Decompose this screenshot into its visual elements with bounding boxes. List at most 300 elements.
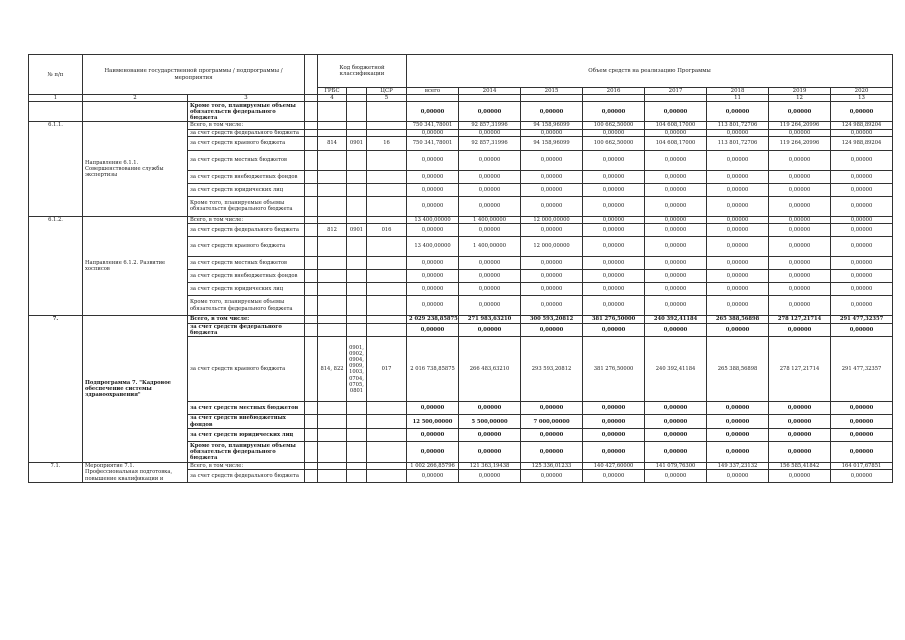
funding-source: за счет средств местных бюджетов <box>188 150 305 170</box>
csr-code <box>367 402 407 415</box>
code-blank-cell <box>305 470 318 483</box>
year-value: 0,00000 <box>583 257 645 270</box>
year-value: 0,00000 <box>521 183 583 196</box>
index-cell <box>459 95 521 102</box>
csr-code <box>367 170 407 183</box>
funding-source: Кроме того, планируемые объемы обязательств федерального бюджета <box>188 441 305 462</box>
code-blank-cell <box>305 102 318 122</box>
year-value: 0,00000 <box>769 150 831 170</box>
code-blank-cell <box>305 122 318 129</box>
total-value: 13 400,00000 <box>407 237 459 257</box>
total-value: 0,00000 <box>407 402 459 415</box>
year-value: 0,00000 <box>769 428 831 441</box>
year-value: 0,00000 <box>645 270 707 283</box>
total-value: 0,00000 <box>407 441 459 462</box>
year-value: 0,00000 <box>831 129 893 136</box>
code-blank-cell <box>305 462 318 469</box>
year-value: 0,00000 <box>521 150 583 170</box>
year-value: 0,00000 <box>831 224 893 237</box>
index-cell: 4 <box>318 95 347 102</box>
year-value: 0,00000 <box>645 415 707 428</box>
year-value: 0,00000 <box>521 441 583 462</box>
year-value: 0,00000 <box>645 257 707 270</box>
year-value: 0,00000 <box>521 224 583 237</box>
year-value: 0,00000 <box>645 428 707 441</box>
header-empty-cell <box>305 55 318 95</box>
year-value: 0,00000 <box>645 283 707 296</box>
year-value: 0,00000 <box>521 170 583 183</box>
year-value: 113 801,72706 <box>707 122 769 129</box>
funding-source: за счет средств внебюджетных фондов <box>188 415 305 428</box>
subheader-year: 2016 <box>583 88 645 95</box>
year-value: 0,00000 <box>645 237 707 257</box>
year-value: 0,00000 <box>707 470 769 483</box>
year-value: 12 000,00000 <box>521 237 583 257</box>
rzpr-code <box>347 428 367 441</box>
grbs-code <box>318 150 347 170</box>
subheader-year: 2014 <box>459 88 521 95</box>
year-value: 240 392,41184 <box>645 337 707 402</box>
year-value: 164 017,67851 <box>831 462 893 469</box>
total-value: 0,00000 <box>407 170 459 183</box>
year-value: 0,00000 <box>831 102 893 122</box>
year-value: 0,00000 <box>459 170 521 183</box>
code-blank-cell <box>305 296 318 316</box>
code-blank-cell <box>305 136 318 150</box>
funding-source: за счет средств федерального бюджета <box>188 129 305 136</box>
subheader-year: 2020 <box>831 88 893 95</box>
grbs-code <box>318 129 347 136</box>
csr-code <box>367 216 407 223</box>
year-value: 0,00000 <box>459 183 521 196</box>
index-cell <box>521 95 583 102</box>
year-value: 0,00000 <box>645 441 707 462</box>
year-value: 0,00000 <box>707 324 769 337</box>
year-value: 0,00000 <box>831 170 893 183</box>
year-value: 0,00000 <box>583 150 645 170</box>
year-value: 100 662,50000 <box>583 122 645 129</box>
funding-source: за счет средств юридических лиц <box>188 428 305 441</box>
funding-source: за счет средств краевого бюджета <box>188 237 305 257</box>
subheader-total: всего <box>407 88 459 95</box>
row-number <box>29 102 83 122</box>
code-blank-cell <box>305 129 318 136</box>
year-value: 156 585,41842 <box>769 462 831 469</box>
funding-source: за счет средств краевого бюджета <box>188 337 305 402</box>
csr-code <box>367 296 407 316</box>
year-value: 0,00000 <box>459 270 521 283</box>
code-blank-cell <box>305 415 318 428</box>
year-value: 0,00000 <box>707 237 769 257</box>
year-value: 266 483,63210 <box>459 337 521 402</box>
header-row <box>29 55 893 88</box>
year-value: 149 337,23132 <box>707 462 769 469</box>
subheader-year: 2018 <box>707 88 769 95</box>
total-value: 12 500,00000 <box>407 415 459 428</box>
year-value: 0,00000 <box>583 183 645 196</box>
year-value: 0,00000 <box>583 470 645 483</box>
table-row <box>29 122 893 129</box>
year-value: 0,00000 <box>707 402 769 415</box>
year-value: 0,00000 <box>831 237 893 257</box>
year-value: 0,00000 <box>521 283 583 296</box>
table-row <box>29 462 893 469</box>
year-value: 0,00000 <box>769 196 831 216</box>
rzpr-code <box>347 283 367 296</box>
year-value: 0,00000 <box>769 129 831 136</box>
year-value: 0,00000 <box>707 415 769 428</box>
total-value: 0,00000 <box>407 270 459 283</box>
rzpr-code <box>347 270 367 283</box>
rzpr-code <box>347 129 367 136</box>
year-value: 0,00000 <box>769 257 831 270</box>
year-value: 121 363,19438 <box>459 462 521 469</box>
index-cell: 2 <box>83 95 188 102</box>
funding-source: Всего, в том числе: <box>188 316 305 324</box>
row-number: 6.1.2. <box>29 216 83 315</box>
total-value: 0,00000 <box>407 129 459 136</box>
year-value: 0,00000 <box>769 441 831 462</box>
total-value: 2 016 738,85875 <box>407 337 459 402</box>
year-value: 0,00000 <box>645 150 707 170</box>
year-value: 0,00000 <box>459 324 521 337</box>
code-blank-cell <box>305 441 318 462</box>
rzpr-code: 0901, 0902, 0904, 0909, 1003, 0704, 0705, 0801 <box>347 337 367 402</box>
total-value: 0,00000 <box>407 470 459 483</box>
funding-source: Кроме того, планируемые объемы обязательств федерального бюджета <box>188 296 305 316</box>
year-value: 0,00000 <box>831 183 893 196</box>
year-value: 0,00000 <box>645 129 707 136</box>
rzpr-code <box>347 170 367 183</box>
csr-code <box>367 122 407 129</box>
table-row <box>29 216 893 223</box>
funding-source: Кроме того, планируемые объемы обязательств федерального бюджета <box>188 196 305 216</box>
total-value: 0,00000 <box>407 224 459 237</box>
code-blank-cell <box>305 402 318 415</box>
grbs-code <box>318 402 347 415</box>
header-volume: Объем средств на реализацию Программы <box>407 55 893 88</box>
table-row <box>29 102 893 122</box>
rzpr-code <box>347 402 367 415</box>
csr-code <box>367 324 407 337</box>
code-blank-cell <box>305 196 318 216</box>
year-value: 0,00000 <box>459 224 521 237</box>
rzpr-code <box>347 441 367 462</box>
year-value: 278 127,21714 <box>769 316 831 324</box>
rzpr-code: 0901 <box>347 136 367 150</box>
year-value: 0,00000 <box>583 102 645 122</box>
subheader-grbs: ГРБС <box>318 88 347 95</box>
grbs-code <box>318 257 347 270</box>
funding-source: Кроме того, планируемые объемы обязательств федерального бюджета <box>188 102 305 122</box>
csr-code <box>367 470 407 483</box>
year-value: 0,00000 <box>583 216 645 223</box>
year-value: 0,00000 <box>707 296 769 316</box>
year-value: 0,00000 <box>459 283 521 296</box>
year-value: 0,00000 <box>583 415 645 428</box>
year-value: 0,00000 <box>769 296 831 316</box>
year-value: 119 264,20996 <box>769 122 831 129</box>
year-value: 5 500,00000 <box>459 415 521 428</box>
total-value: 0,00000 <box>407 257 459 270</box>
code-blank-cell <box>305 270 318 283</box>
index-cell: 1 <box>29 95 83 102</box>
code-blank-cell <box>305 237 318 257</box>
year-value: 0,00000 <box>831 216 893 223</box>
table-row <box>29 316 893 324</box>
grbs-code: 812 <box>318 224 347 237</box>
year-value: 0,00000 <box>583 270 645 283</box>
year-value: 0,00000 <box>769 283 831 296</box>
code-blank-cell <box>305 337 318 402</box>
funding-source: Всего, в том числе: <box>188 462 305 469</box>
year-value: 240 392,41184 <box>645 316 707 324</box>
year-value: 1 400,00000 <box>459 216 521 223</box>
rzpr-code <box>347 415 367 428</box>
rzpr-code <box>347 257 367 270</box>
year-value: 140 427,60000 <box>583 462 645 469</box>
code-blank-cell <box>305 283 318 296</box>
year-value: 0,00000 <box>583 402 645 415</box>
code-blank-cell <box>305 428 318 441</box>
year-value: 271 983,63210 <box>459 316 521 324</box>
total-value: 1 002 266,85796 <box>407 462 459 469</box>
subheader-rzpr <box>347 88 367 95</box>
funding-source: за счет средств местных бюджетов <box>188 257 305 270</box>
grbs-code <box>318 470 347 483</box>
year-value: 0,00000 <box>583 196 645 216</box>
year-value: 0,00000 <box>645 402 707 415</box>
funding-source: за счет средств краевого бюджета <box>188 136 305 150</box>
year-value: 0,00000 <box>521 129 583 136</box>
code-blank-cell <box>305 257 318 270</box>
row-number: 7.1. <box>29 462 83 482</box>
year-value: 0,00000 <box>831 270 893 283</box>
year-value: 113 801,72706 <box>707 136 769 150</box>
csr-code <box>367 462 407 469</box>
year-value: 12 000,00000 <box>521 216 583 223</box>
index-cell: 13 <box>831 95 893 102</box>
row-number: 7. <box>29 316 83 463</box>
rzpr-code <box>347 122 367 129</box>
csr-code: 017 <box>367 337 407 402</box>
year-value: 265 388,56898 <box>707 316 769 324</box>
grbs-code <box>318 122 347 129</box>
year-value: 0,00000 <box>583 441 645 462</box>
csr-code <box>367 183 407 196</box>
code-blank-cell <box>305 224 318 237</box>
year-value: 104 608,17000 <box>645 122 707 129</box>
year-value: 0,00000 <box>831 196 893 216</box>
year-value: 0,00000 <box>459 257 521 270</box>
csr-code <box>367 415 407 428</box>
rzpr-code <box>347 316 367 324</box>
year-value: 100 662,50000 <box>583 136 645 150</box>
year-value: 92 857,31996 <box>459 136 521 150</box>
year-value: 0,00000 <box>645 324 707 337</box>
year-value: 0,00000 <box>707 270 769 283</box>
grbs-code <box>318 270 347 283</box>
total-value: 0,00000 <box>407 428 459 441</box>
year-value: 94 158,96099 <box>521 136 583 150</box>
year-value: 0,00000 <box>459 196 521 216</box>
rzpr-code <box>347 324 367 337</box>
index-cell: 12 <box>769 95 831 102</box>
csr-code <box>367 441 407 462</box>
subheader-year: 2015 <box>521 88 583 95</box>
csr-code <box>367 237 407 257</box>
funding-source: за счет средств юридических лиц <box>188 283 305 296</box>
year-value: 381 276,50000 <box>583 337 645 402</box>
row-name: Мероприятие 7.1. Профессиональная подготовка, повышение квалификации и <box>83 462 188 482</box>
csr-code <box>367 196 407 216</box>
index-cell: 11 <box>707 95 769 102</box>
header-num: № п/п <box>29 55 83 95</box>
year-value: 0,00000 <box>831 150 893 170</box>
funding-source: Всего, в том числе: <box>188 216 305 223</box>
year-value: 291 477,32357 <box>831 337 893 402</box>
year-value: 104 608,17000 <box>645 136 707 150</box>
year-value: 119 264,20996 <box>769 136 831 150</box>
year-value: 0,00000 <box>459 296 521 316</box>
year-value: 124 988,89204 <box>831 136 893 150</box>
year-value: 92 857,31996 <box>459 122 521 129</box>
code-blank-cell <box>305 216 318 223</box>
year-value: 0,00000 <box>459 102 521 122</box>
table-body <box>29 55 893 483</box>
index-cell <box>347 95 367 102</box>
grbs-code <box>318 441 347 462</box>
year-value: 0,00000 <box>831 257 893 270</box>
year-value: 0,00000 <box>459 129 521 136</box>
year-value: 0,00000 <box>769 224 831 237</box>
rzpr-code <box>347 102 367 122</box>
year-value: 0,00000 <box>459 402 521 415</box>
subheader-year: 2019 <box>769 88 831 95</box>
code-blank-cell <box>305 150 318 170</box>
funding-source: за счет средств юридических лиц <box>188 183 305 196</box>
year-value: 265 388,56898 <box>707 337 769 402</box>
year-value: 0,00000 <box>769 324 831 337</box>
funding-source: Всего, в том числе: <box>188 122 305 129</box>
year-value: 0,00000 <box>459 150 521 170</box>
year-value: 0,00000 <box>707 216 769 223</box>
year-value: 0,00000 <box>645 224 707 237</box>
year-value: 0,00000 <box>645 183 707 196</box>
year-value: 0,00000 <box>769 402 831 415</box>
row-name: Направление 6.1.2. Развитие хосписов <box>83 216 188 315</box>
year-value: 0,00000 <box>769 415 831 428</box>
total-value: 13 400,00000 <box>407 216 459 223</box>
total-value: 750 341,78001 <box>407 136 459 150</box>
csr-code <box>367 316 407 324</box>
year-value: 0,00000 <box>769 102 831 122</box>
year-value: 0,00000 <box>583 129 645 136</box>
csr-code <box>367 150 407 170</box>
year-value: 0,00000 <box>707 428 769 441</box>
index-cell: 5 <box>367 95 407 102</box>
code-blank-cell <box>305 324 318 337</box>
funding-source: за счет средств федерального бюджета <box>188 324 305 337</box>
year-value: 0,00000 <box>521 296 583 316</box>
year-value: 0,00000 <box>707 196 769 216</box>
rzpr-code <box>347 183 367 196</box>
year-value: 0,00000 <box>645 196 707 216</box>
year-value: 0,00000 <box>769 237 831 257</box>
funding-source: за счет средств местных бюджетов <box>188 402 305 415</box>
rzpr-code <box>347 196 367 216</box>
grbs-code <box>318 216 347 223</box>
funding-source: за счет средств внебюджетных фондов <box>188 270 305 283</box>
year-value: 0,00000 <box>769 270 831 283</box>
year-value: 0,00000 <box>831 415 893 428</box>
row-name: Подпрограмма 7. "Кадровое обеспечение системы здравоохранения" <box>83 316 188 463</box>
year-value: 0,00000 <box>707 150 769 170</box>
funding-source: за счет средств федерального бюджета <box>188 470 305 483</box>
grbs-code <box>318 170 347 183</box>
grbs-code: 814, 822 <box>318 337 347 402</box>
grbs-code <box>318 237 347 257</box>
budget-table <box>28 54 893 483</box>
rzpr-code <box>347 296 367 316</box>
year-value: 0,00000 <box>583 324 645 337</box>
csr-code: 16 <box>367 136 407 150</box>
year-value: 278 127,21714 <box>769 337 831 402</box>
grbs-code <box>318 102 347 122</box>
rzpr-code <box>347 150 367 170</box>
year-value: 0,00000 <box>707 441 769 462</box>
year-value: 0,00000 <box>645 296 707 316</box>
year-value: 0,00000 <box>769 170 831 183</box>
funding-source: за счет средств федерального бюджета <box>188 224 305 237</box>
year-value: 7 000,00000 <box>521 415 583 428</box>
year-value: 300 593,20812 <box>521 316 583 324</box>
csr-code: 016 <box>367 224 407 237</box>
year-value: 0,00000 <box>831 324 893 337</box>
year-value: 0,00000 <box>831 428 893 441</box>
csr-code <box>367 257 407 270</box>
year-value: 0,00000 <box>521 196 583 216</box>
subheader-year: 2017 <box>645 88 707 95</box>
index-cell: 3 <box>188 95 305 102</box>
row-name: Направление 6.1.1. Совершенствование службы экспертизы <box>83 122 188 216</box>
grbs-code: 814 <box>318 136 347 150</box>
year-value: 0,00000 <box>583 283 645 296</box>
year-value: 0,00000 <box>645 102 707 122</box>
index-cell <box>645 95 707 102</box>
rzpr-code <box>347 462 367 469</box>
year-value: 0,00000 <box>707 102 769 122</box>
total-value: 0,00000 <box>407 183 459 196</box>
year-value: 293 593,20812 <box>521 337 583 402</box>
year-value: 0,00000 <box>521 257 583 270</box>
year-value: 0,00000 <box>707 224 769 237</box>
year-value: 381 276,50000 <box>583 316 645 324</box>
year-value: 0,00000 <box>707 283 769 296</box>
rzpr-code <box>347 237 367 257</box>
code-blank-cell <box>305 183 318 196</box>
csr-code <box>367 129 407 136</box>
year-value: 291 477,32357 <box>831 316 893 324</box>
grbs-code <box>318 183 347 196</box>
header-name: Наименование государственной программы / подпрограммы / мероприятия <box>83 55 305 95</box>
year-value: 0,00000 <box>521 470 583 483</box>
year-value: 0,00000 <box>583 170 645 183</box>
year-value: 0,00000 <box>521 402 583 415</box>
year-value: 0,00000 <box>831 283 893 296</box>
year-value: 0,00000 <box>707 257 769 270</box>
rzpr-code: 0901 <box>347 224 367 237</box>
